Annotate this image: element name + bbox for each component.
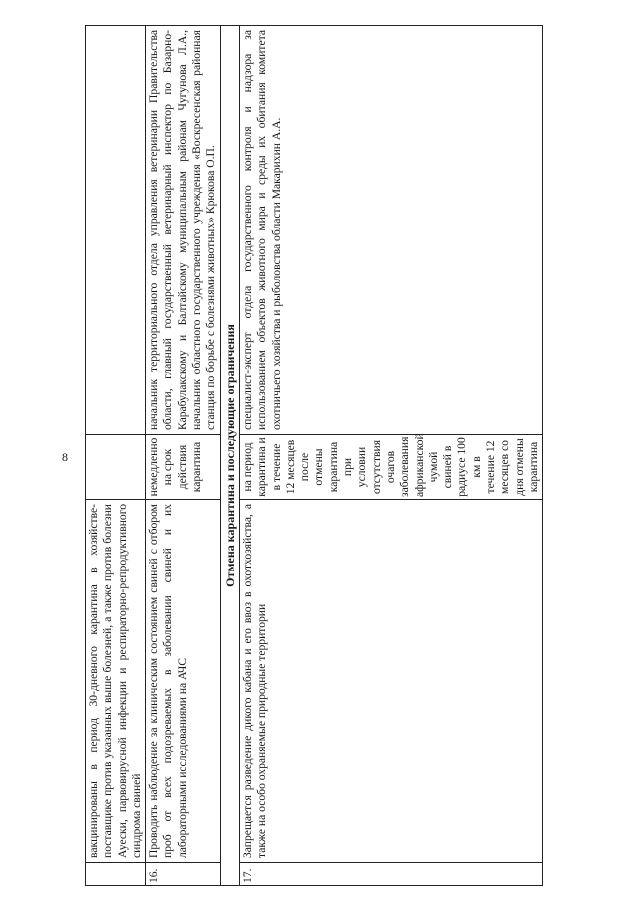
measures-table xyxy=(85,25,543,886)
table-row xyxy=(146,26,220,886)
page-number: 8 xyxy=(62,450,68,464)
measure-term: немедленно на срок действия карантина xyxy=(146,435,220,500)
measure-responsible: начальник территориального отдела управления ветеринарии Правительства области, главный государственный ветеринарный инспектор по Базарно-Карабулакскому и Балтайскому муниципальным районам Чугунова Л.А., начальник областного государственного учреждения «Воскресенская районная станция по борьбе с болезнями животных» Крюкова О.П. xyxy=(146,26,220,435)
measure-text: Проводить наблюдение за клиническим состоянием свиней с отбором проб от всех подозреваемых в заболевании свиней и их лабораторными исследованиями на АЧС xyxy=(146,500,220,863)
rotated-page-content xyxy=(85,0,625,905)
row-number: 17. xyxy=(239,863,542,886)
measure-term: на период карантина и в течение 12 месяцев после отмены карантина при условии отсутствия очагов заболевания африканской чумой свиней в радиусе 100 км в течение 12 месяцев со дня отмены карантина xyxy=(239,435,542,500)
measure-term xyxy=(86,435,146,500)
measure-responsible xyxy=(86,26,146,435)
row-number: 16. xyxy=(146,863,220,886)
row-number xyxy=(86,863,146,886)
section-title: Отмена карантина и последующие ограничения xyxy=(220,26,239,886)
measure-text: Запрещается разведение дикого кабана и его ввоз в охотхозяйства, а также на особо охраняемые природные территории xyxy=(239,500,542,863)
section-row xyxy=(220,26,239,886)
table-row xyxy=(86,26,146,886)
table-row xyxy=(239,26,542,886)
measure-text: вакцинированы в период 30-дневного карантина в хозяйстве-поставщике против указанных выше болезней, а также против болезни Ауески, парвовирусной инфекции и респираторно-репродуктивного синдрома свиней xyxy=(86,500,146,863)
measure-responsible: специалист-эксперт отдела государственного контроля и надзора за использованием объектов животного мира и среды их обитания комитета охотничьего хозяйства и рыболовства области Макарихин А.А. xyxy=(239,26,542,435)
